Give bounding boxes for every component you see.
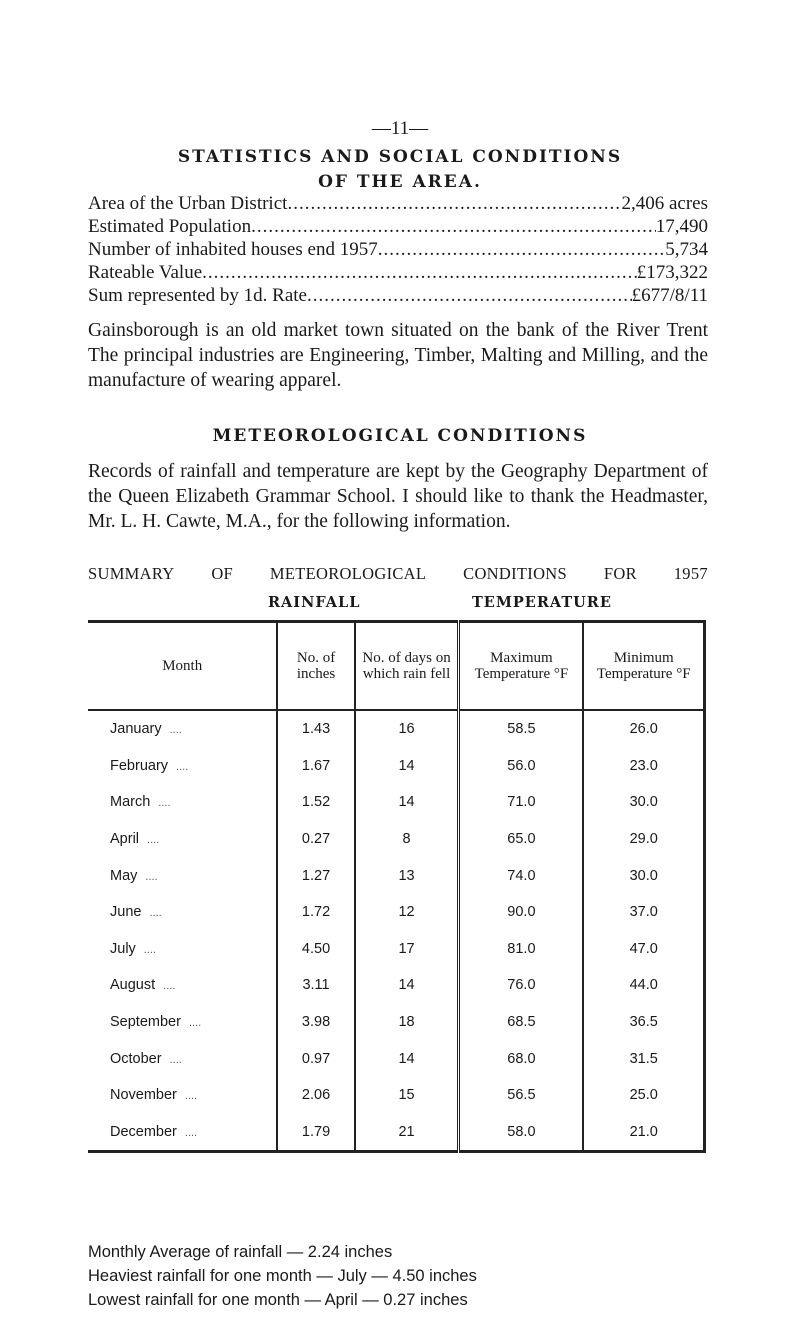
stat-label: Sum represented by 1d. Rate	[88, 285, 307, 306]
stat-row	[88, 261, 708, 284]
days-cell: 14	[355, 967, 459, 1004]
month-cell: January ....	[88, 710, 277, 748]
stat-row	[88, 192, 708, 215]
table-row	[88, 1004, 705, 1041]
summary-word: FOR	[603, 564, 637, 583]
page-number: —11—	[371, 118, 429, 139]
stat-label: Number of inhabited houses end 1957	[88, 239, 378, 260]
stat-label: Estimated Population	[88, 216, 252, 237]
column-header-min-temp: Minimum Temperature °F	[583, 622, 704, 711]
min-temp-cell: 30.0	[629, 794, 658, 811]
summary-word: METEOROLOGICAL	[269, 564, 427, 583]
inches-cell: 1.72	[277, 894, 354, 931]
max-temp-cell: 65.0	[459, 821, 584, 858]
summary-word: CONDITIONS	[463, 564, 567, 583]
days-cell: 18	[355, 1004, 459, 1041]
month-cell: March ....	[88, 784, 277, 821]
stat-label: Rateable Value	[88, 262, 203, 283]
max-temp-cell: 81.0	[459, 931, 584, 968]
days-cell: 12	[355, 894, 459, 931]
meteorological-paragraph: Records of rainfall and temperature are kept by the Geography Department of the Queen Elizabeth Grammar School. I should like to thank the Headmaster, Mr. L. H. Cawte, M.A., for the following information.	[88, 461, 708, 532]
table-row	[88, 710, 705, 748]
days-cell: 14	[355, 1040, 459, 1077]
max-temp-cell: 71.0	[459, 784, 584, 821]
inches-cell: 1.79	[277, 1114, 354, 1152]
column-header-days: No. of days on which rain fell	[355, 622, 459, 711]
min-temp-cell: 30.0	[629, 867, 658, 884]
inches-cell: 3.11	[277, 967, 354, 1004]
section-title: STATISTICS AND SOCIAL CONDITIONS	[177, 147, 623, 167]
days-cell: 15	[355, 1077, 459, 1114]
month-cell: July ....	[88, 931, 277, 968]
min-temp-cell: 44.0	[629, 977, 658, 994]
note-heaviest: Heaviest rainfall for one month — July — 4.50 inches	[88, 1267, 477, 1285]
summary-word: OF	[211, 564, 234, 583]
table-row	[88, 931, 705, 968]
min-temp-cell: 25.0	[629, 1087, 658, 1104]
month-cell: April ....	[88, 821, 277, 858]
max-temp-cell: 58.5	[459, 710, 584, 748]
inches-cell: 0.27	[277, 821, 354, 858]
stat-row	[88, 284, 708, 307]
min-temp-cell: 23.0	[629, 757, 658, 774]
table-row	[88, 1077, 705, 1114]
summary-title	[88, 564, 708, 584]
min-temp-cell: 21.0	[629, 1123, 658, 1140]
section-subtitle: OF THE AREA.	[318, 172, 482, 192]
table-row	[88, 1040, 705, 1077]
stat-label: Area of the Urban District	[88, 193, 288, 214]
max-temp-cell: 90.0	[459, 894, 584, 931]
month-cell: November ....	[88, 1077, 277, 1114]
column-header-max-temp: Maximum Temperature °F	[459, 622, 584, 711]
min-temp-cell: 31.5	[629, 1050, 658, 1067]
stat-value: £677/8/11	[631, 285, 708, 306]
min-temp-cell: 47.0	[629, 940, 658, 957]
max-temp-cell: 74.0	[459, 857, 584, 894]
inches-cell: 3.98	[277, 1004, 354, 1041]
inches-cell: 0.97	[277, 1040, 354, 1077]
table-row	[88, 748, 705, 785]
max-temp-cell: 68.0	[459, 1040, 584, 1077]
month-cell: October ....	[88, 1040, 277, 1077]
table-row	[88, 894, 705, 931]
days-cell: 21	[355, 1114, 459, 1152]
min-temp-cell: 26.0	[629, 721, 658, 738]
meteorological-table	[88, 620, 706, 1153]
stat-row	[88, 238, 708, 261]
stat-value: 5,734	[665, 239, 708, 260]
column-header-month: Month	[88, 622, 277, 711]
column-header-inches: No. of inches	[277, 622, 354, 711]
table-row	[88, 821, 705, 858]
note-lowest: Lowest rainfall for one month — April — 0.27 inches	[88, 1291, 468, 1309]
max-temp-cell: 58.0	[459, 1114, 584, 1152]
min-temp-cell: 29.0	[629, 831, 658, 848]
days-cell: 8	[355, 821, 459, 858]
max-temp-cell: 56.5	[459, 1077, 584, 1114]
meteorological-heading: METEOROLOGICAL CONDITIONS	[212, 426, 588, 446]
inches-cell: 2.06	[277, 1077, 354, 1114]
rainfall-group-header: RAINFALL	[268, 594, 361, 611]
days-cell: 16	[355, 710, 459, 748]
month-cell: September ....	[88, 1004, 277, 1041]
stat-value: £173,322	[636, 262, 708, 283]
days-cell: 17	[355, 931, 459, 968]
inches-cell: 1.27	[277, 857, 354, 894]
summary-word: 1957	[673, 564, 708, 583]
inches-cell: 1.52	[277, 784, 354, 821]
month-cell: May ....	[88, 857, 277, 894]
table-row	[88, 857, 705, 894]
summary-word: SUMMARY	[88, 564, 175, 583]
stat-row	[88, 215, 708, 238]
stat-value: 2,406 acres	[621, 193, 708, 214]
min-temp-cell: 37.0	[629, 904, 658, 921]
days-cell: 14	[355, 748, 459, 785]
table-header-row	[88, 622, 705, 711]
max-temp-cell: 76.0	[459, 967, 584, 1004]
month-cell: December ....	[88, 1114, 277, 1152]
inches-cell: 1.43	[277, 710, 354, 748]
intro-paragraph: Gainsborough is an old market town situated on the bank of the River Trent The principal industries are Engineering, Timber, Malting and Milling, and the manufacture of wearing apparel.	[88, 320, 708, 391]
month-cell: June ....	[88, 894, 277, 931]
temperature-group-header: TEMPERATURE	[472, 594, 612, 611]
statistics-list	[88, 192, 708, 307]
days-cell: 14	[355, 784, 459, 821]
stat-value: 17,490	[655, 216, 708, 237]
table-row	[88, 967, 705, 1004]
min-temp-cell: 36.5	[629, 1014, 658, 1031]
rainfall-notes	[88, 1240, 708, 1312]
note-average: Monthly Average of rainfall — 2.24 inches	[88, 1243, 393, 1261]
inches-cell: 4.50	[277, 931, 354, 968]
table-row	[88, 1114, 705, 1152]
max-temp-cell: 56.0	[459, 748, 584, 785]
table-row	[88, 784, 705, 821]
max-temp-cell: 68.5	[459, 1004, 584, 1041]
days-cell: 13	[355, 857, 459, 894]
month-cell: August ....	[88, 967, 277, 1004]
month-cell: February ....	[88, 748, 277, 785]
inches-cell: 1.67	[277, 748, 354, 785]
